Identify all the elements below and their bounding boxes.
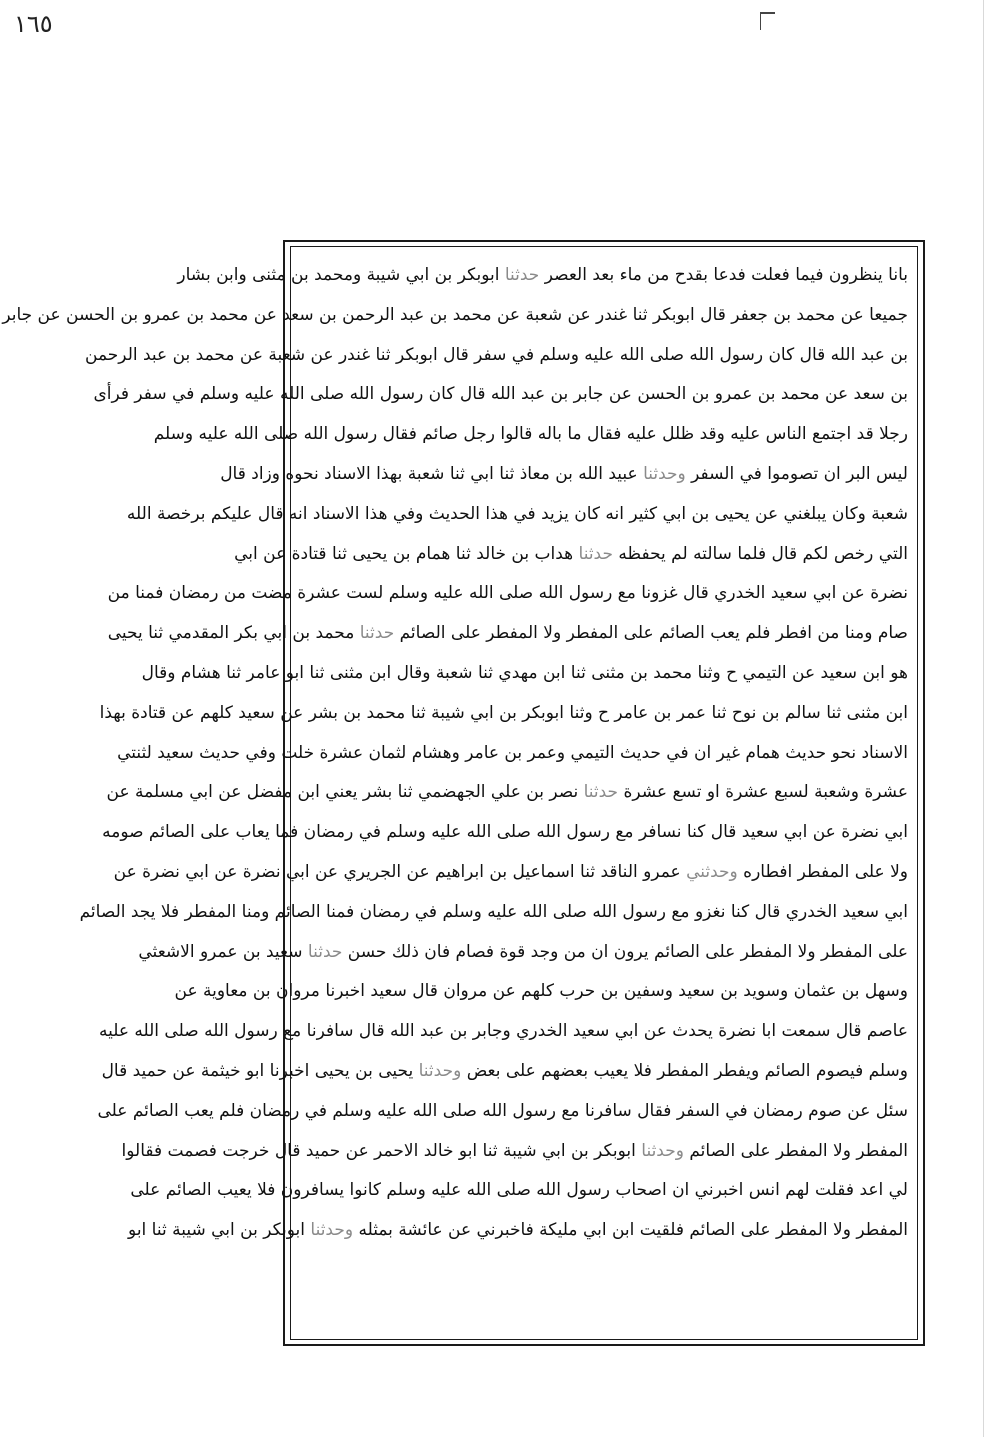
line-text-continued: عبيد الله بن معاذ ثنا ابي ثنا شعبة بهذا الاسناد نحوه وزاد قال (220, 463, 644, 484)
rubric-word: وحدثني (686, 861, 738, 882)
line-text: لي اعد فقلت لهم انس اخبرني ان اصحاب رسول الله صلى الله عليه وسلم كانوا يسافرون فلا يعيب الصائم على (130, 1180, 908, 1201)
text-line (128, 1211, 908, 1251)
corner-mark (760, 12, 775, 30)
line-text: على المفطر ولا المفطر على الصائم يرون ان من وجد قوة فصام فان ذلك حسن (342, 941, 908, 962)
text-line (174, 972, 908, 1012)
text-line (121, 1132, 908, 1172)
text-line (93, 375, 908, 415)
text-line (141, 654, 908, 694)
line-text: المفطر ولا المفطر على الصائم فلقيت ابن ابي مليكة فاخبرني عن عائشة بمثله (353, 1220, 908, 1241)
rubric-word: وحدثنا (310, 1220, 354, 1241)
line-text: ابن مثنى ثنا سالم بن نوح ثنا عمر بن عامر ح وثنا ابوبكر بن ابي شيبة ثنا محمد بن بشر عن سعيد كلهم عن قتادة بهذا (99, 702, 908, 723)
text-line (177, 256, 908, 296)
text-line (107, 614, 908, 654)
line-text-continued: عمرو الناقد ثنا اسماعيل بن ابراهيم عن الجريري عن ابي نضرة عن ابي نضرة عن (113, 861, 687, 882)
line-text-continued: نصر بن علي الجهضمي ثنا بشر يعني ابن مفضل عن ابي مسلمة عن (106, 782, 584, 803)
line-text-continued: محمد بن ابي بكر المقدمي ثنا يحيى (107, 623, 360, 644)
text-line (98, 1012, 908, 1052)
line-text-continued: هداب بن خالد ثنا همام بن يحيى ثنا قتادة عن ابي (234, 543, 579, 564)
line-text: عشرة وشعبة لسبع عشرة او تسع عشرة (618, 782, 908, 803)
folio-number: ١٦٥ (14, 10, 53, 38)
line-text: ابي سعيد الخدري قال كنا نغزو مع رسول الله صلى الله عليه وسلم في رمضان فمنا الصائم ومنا المفطر فلا يجد الصائم (79, 901, 908, 922)
line-text: عاصم قال سمعت ابا نضرة يحدث عن ابي سعيد الخدري وجابر بن عبد الله قال سافرنا مع رسول الله صلى الله عليه (98, 1021, 908, 1042)
text-line (2, 296, 908, 336)
line-text: بن عبد الله قال كان رسول الله صلى الله عليه وسلم في سفر قال ابوبكر ثنا غندر عن شعبة عن محمد بن عبد الرحمن (85, 344, 908, 365)
line-text-continued: ابوبكر بن ابي شيبة ثنا ابو (128, 1220, 311, 1241)
rubric-word: حدثنا (359, 623, 395, 644)
rubric-word: وحدثنا (643, 463, 686, 484)
line-text-continued: ابوبكر بن ابي شيبة ومحمد بن مثنى وابن بشار (177, 265, 505, 285)
text-line (101, 1052, 908, 1092)
line-text: بن سعد عن محمد بن عمرو بن الحسن عن جابر بن عبد الله قال كان رسول الله صلى الله عليه وسلم في سفر فرأى (93, 384, 908, 405)
line-text: نضرة عن ابي سعيد الخدري قال غزونا مع رسول الله صلى الله عليه وسلم لست عشرة مضت من رمضان فمنا من (107, 583, 908, 604)
rubric-word: حدثنا (583, 782, 619, 803)
text-line (79, 893, 908, 933)
line-text: هو ابن سعيد عن التيمي ح وثنا محمد بن مثنى ثنا ابن مهدي ثنا شعبة وقال ابن مثنى ثنا ابو عامر ثنا هشام وقال (141, 662, 908, 683)
line-text: ولا على المفطر افطاره (737, 861, 908, 882)
manuscript-text-block (2, 256, 908, 1332)
line-text-continued: سعيد بن عمرو الاشعثي (138, 941, 308, 962)
line-text: جميعا عن محمد بن جعفر قال ابوبكر ثنا غندر عن شعبة عن محمد بن عبد الرحمن بن سعد عن محمد بن عمرو بن الحسن عن جابر (2, 304, 908, 325)
rubric-word: حدثنا (504, 265, 540, 285)
text-line (107, 574, 908, 614)
rubric-word: وحدثنا (418, 1060, 462, 1081)
line-text: وسلم فيصوم الصائم ويفطر المفطر فلا يعيب بعضهم على بعض (461, 1060, 908, 1081)
rubric-word: حدثنا (307, 941, 343, 962)
line-text: بانا ينظرون فيما فعلت فدعا بقدح من ماء بعد العصر (539, 265, 908, 285)
text-line (102, 813, 908, 853)
line-text: المفطر ولا المفطر على الصائم (683, 1140, 908, 1161)
text-line (99, 694, 908, 734)
text-line (138, 933, 908, 973)
text-line (220, 455, 908, 495)
text-line (126, 495, 908, 535)
text-line (130, 1171, 908, 1211)
line-text: شعبة وكان يبلغني عن يحيى بن ابي كثير انه كان يزيد في هذا الحديث وفي هذا الاسناد انه قال عليكم برخصة الله (126, 503, 908, 524)
text-line (234, 535, 908, 575)
line-text: صام ومنا من افطر فلم يعب الصائم على المفطر ولا المفطر على الصائم (394, 623, 908, 644)
text-line (153, 415, 908, 455)
line-text-continued: يحيى بن يحيى اخبرنا ابو خيثمة عن حميد قال (101, 1060, 419, 1081)
rubric-word: حدثنا (578, 543, 613, 564)
text-line (106, 773, 908, 813)
line-text: سئل عن صوم رمضان في السفر فقال سافرنا مع رسول الله صلى الله عليه وسلم في رمضان فلم يعب الصائم على (97, 1100, 908, 1121)
text-line (85, 336, 908, 376)
line-text: الاسناد نحو حديث همام غير ان في حديث التيمي وعمر بن عامر وهشام لثمان عشرة خلت وفي حديث سعيد لثنتي (117, 742, 908, 763)
line-text: ليس البر ان تصوموا في السفر (685, 463, 908, 484)
text-line (117, 734, 908, 774)
line-text: وسهل بن عثمان وسويد بن سعيد وسفين بن حرب كلهم عن مروان قال سعيد اخبرنا مروان بن معاوية عن (174, 981, 908, 1002)
line-text-continued: ابوبكر بن ابي شيبة ثنا ابو خالد الاحمر عن حميد قال خرجت فصمت فقالوا (121, 1140, 642, 1161)
text-line (97, 1092, 908, 1132)
rubric-word: وحدثنا (641, 1140, 684, 1161)
line-text: ابي نضرة عن ابي سعيد قال كنا نسافر مع رسول الله صلى الله عليه وسلم في رمضان فما يعاب على الصائم صومه (102, 822, 908, 843)
page-edge-line (983, 0, 984, 1437)
text-line (113, 853, 908, 893)
line-text: التي رخص لكم قال فلما سالته لم يحفظه (613, 543, 908, 564)
line-text: رجلا قد اجتمع الناس عليه وقد ظلل عليه فقال ما باله قالوا رجل صائم فقال رسول الله صلى الله عليه وسلم (153, 424, 908, 445)
